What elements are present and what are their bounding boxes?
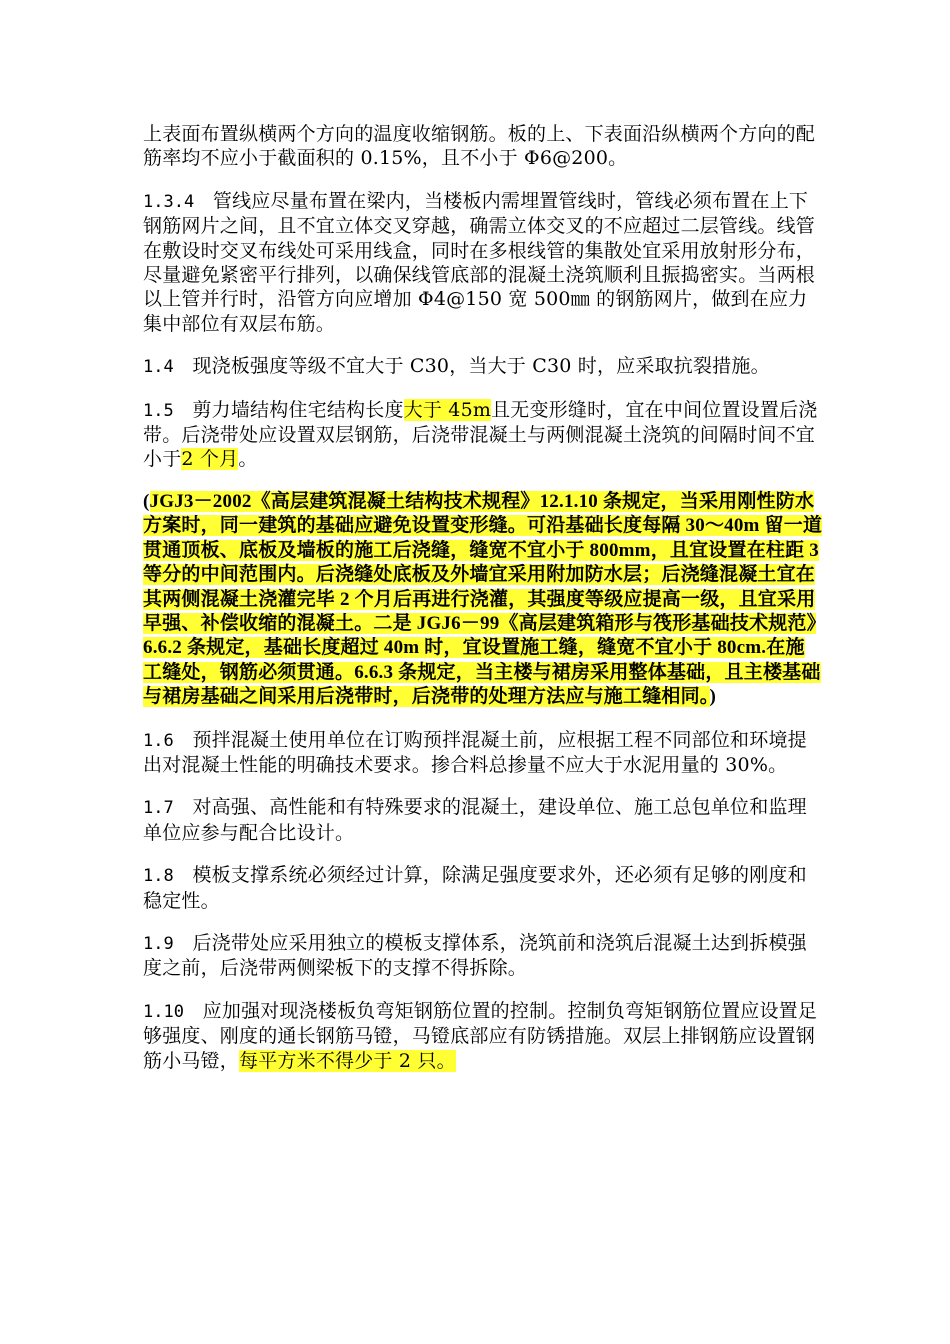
highlighted-text: JGJ3－2002《高层建筑混凝土结构技术规程》12.1.10 条规定，当采用刚性防水方案时，同一建筑的基础应避免设置变形缝。可沿基础长度每隔 30～40m 留一道贯通顶板、底板及墙板的施工后浇缝，缝宽不宜小于 800mm，且宜设置在柱距 3 等分的中间范围内。后浇缝处底板及外墙宜采用附加防水层；后浇缝混凝土宜在其两侧混凝土浇灌完毕 2 个月后再进行浇灌，其强度等级应提高一级，且宜采用早强、补偿收缩的混凝土。二是 JGJ6－99《高层建筑箱形与筏形基础技术规范》6.6.2 条规定，基础长度超过 40m 时，宜设置施工缝，缝宽不宜小于 80cm.在施工缝处，钢筋必须贯通。6.6.3 条规定，当主楼与裙房采用整体基础，且主楼基础与裙房基础之间采用后浇带时，后浇带的处理方法应与施工缝相同。: [143, 490, 823, 708]
section-number: 1.9: [143, 933, 174, 954]
highlighted-text: 大于 45m: [403, 398, 492, 421]
open-paren: (: [143, 490, 150, 512]
paragraph-1-7: [143, 795, 823, 845]
paragraph-1-5: [143, 398, 823, 472]
paragraph-1-8: [143, 863, 823, 913]
paragraph-temperature-rebar: [143, 122, 823, 171]
section-number: 1.4: [143, 357, 174, 378]
paragraph-1-10: [143, 999, 823, 1073]
paragraph-1-3-4: [143, 189, 823, 336]
paragraph-text: 对高强、高性能和有特殊要求的混凝土，建设单位、施工总包单位和监理单位应参与配合比设计。: [143, 796, 807, 844]
paragraph-text: 上表面布置纵横两个方向的温度收缩钢筋。板的上、下表面沿纵横两个方向的配筋率均不应小于截面积的 0.15%，且不小于 Φ6@200。: [143, 123, 816, 170]
paragraph-text: 剪力墙结构住宅结构长度: [192, 398, 404, 421]
paragraph-text: 应加强对现浇楼板负弯矩钢筋位置的控制。控制负弯矩钢筋位置应设置足够强度、刚度的通长钢筋马镫，马镫底部应有防锈措施。双层上排钢筋应设置钢筋小马镫，: [143, 999, 818, 1072]
paragraph-1-9: [143, 931, 823, 981]
paragraph-text: 管线应尽量布置在梁内，当楼板内需埋置管线时，管线必须布置在上下钢筋网片之间，且不宜立体交叉穿越，确需立体交叉的不应超过二层管线。线管在敷设时交叉布线处可采用线盒，同时在多根线管的集散处宜采用放射形分布，尽量避免紧密平行排列，以确保线管底部的混凝土浇筑顺利且振捣密实。当两根以上管并行时，沿管方向应增加 Φ4@150 宽 500㎜ 的钢筋网片，做到在应力集中部位有双层布筋。: [143, 189, 816, 335]
paragraph-text: 。: [238, 448, 258, 471]
close-paren: ): [709, 686, 717, 708]
paragraph-text: 后浇带处应采用独立的模板支撑体系，浇筑前和浇筑后混凝土达到拆模强度之前，后浇带两侧梁板下的支撑不得拆除。: [143, 931, 807, 980]
section-number: 1.7: [143, 798, 174, 819]
paragraph-text: 且无变形缝时，宜在中间位置设置后浇带。后浇带处应设置双层钢筋，后浇带混凝土与两侧混凝土浇筑的间隔时间不宜小于: [143, 398, 818, 471]
paragraph-1-4: [143, 354, 823, 379]
highlighted-text: 每平方米不得少于 2 只。: [239, 1049, 456, 1072]
paragraph-code-reference: [143, 490, 823, 710]
section-number: 1.8: [143, 866, 174, 887]
document-page: [143, 122, 823, 1091]
paragraph-text: 预拌混凝土使用单位在订购预拌混凝土前，应根据工程不同部位和环境提出对混凝土性能的明确技术要求。掺合料总掺量不应大于水泥用量的 30%。: [143, 728, 807, 776]
section-number: 1.6: [143, 730, 174, 751]
section-number: 1.5: [143, 400, 174, 421]
section-number: 1.10: [143, 1001, 184, 1022]
section-number: 1.3.4: [143, 191, 195, 212]
paragraph-1-6: [143, 728, 823, 778]
paragraph-text: 现浇板强度等级不宜大于 C30，当大于 C30 时，应采取抗裂措施。: [192, 355, 770, 378]
highlighted-text: 2 个月: [181, 448, 239, 471]
paragraph-text: 模板支撑系统必须经过计算，除满足强度要求外，还必须有足够的刚度和稳定性。: [143, 864, 807, 912]
